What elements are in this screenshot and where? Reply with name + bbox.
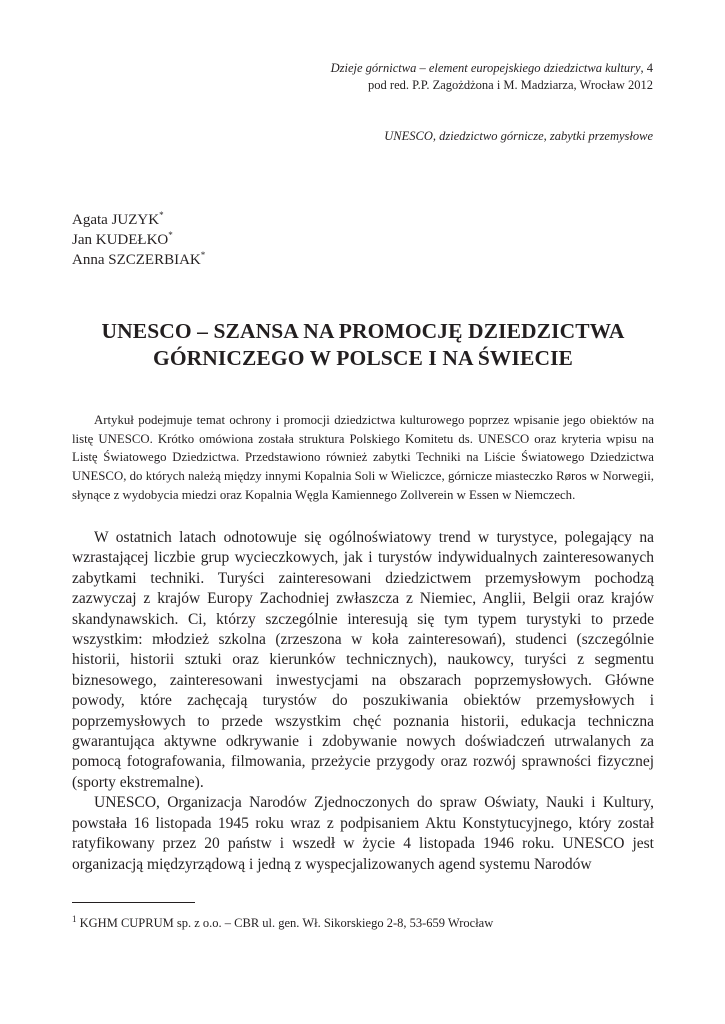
series-title: Dzieje górnictwa – element europejskiego dziedzictwa kultury — [330, 61, 641, 75]
author-mark: * — [159, 210, 164, 220]
body-paragraph: UNESCO, Organizacja Narodów Zjednoczonych do spraw Oświaty, Nauki i Kultury, powstała 16 listopada 1945 roku wraz z podpisaniem Aktu Konstytucyjnego, który został ratyfikowany przez 20 państw i wszedł w życie 4 listopada 1946 roku. UNESCO jest organizacją międzyrządową i jedną z wyspecjalizowanych agend systemu Narodów — [72, 794, 654, 873]
footnote-text: KGHM CUPRUM sp. z o.o. – CBR ul. gen. Wł. Sikorskiego 2-8, 53-659 Wrocław — [79, 916, 494, 931]
title-line-2: GÓRNICZEGO W POLSCE I NA ŚWIECIE — [153, 346, 573, 370]
author-name: Agata JUZYK — [72, 212, 160, 228]
author — [72, 250, 205, 270]
author-name: Anna SZCZERBIAK — [72, 252, 201, 268]
footnote — [72, 911, 654, 931]
author-list — [72, 210, 205, 270]
author-mark: * — [168, 230, 173, 240]
author-mark: * — [200, 250, 206, 260]
author — [72, 210, 205, 230]
running-header — [93, 60, 653, 94]
body-text — [72, 528, 654, 875]
body-paragraph: W ostatnich latach odnotowuje się ogólnoświatowy trend w turystyce, polegający na wzrastającej liczbie grup wycieczkowych, jak i turystów indywidualnych zainteresowanych zabytkami techniki. Turyści zainteresowani dziedzictwem przemysłowym pochodzą zazwyczaj z krajów Europy Zachodniej zwłaszcza z Niemiec, Anglii, Belgii oraz krajów skandynawskich. Ci, którzy szczególnie interesują się tym typem turystyki to przede wszystkim: młodzież szkolna (zrzeszona w koła zainteresowań), studenci (szczególnie historii, historii sztuki oraz kierunków technicznych), naukowcy, turyści z segmentu biznesowego, zainteresowani inwestycjami na obszarach poprzemysłowych. Główne powody, które zachęcają turystów do poszukiwania obiektów przemysłowych i poprzemysłowych to przede wszystkim chęć poznania historii, edukacja techniczna gwarantująca aktywne odkrywanie i zdobywanie nowych doświadczeń utrwalanych za pomocą fotografowania, filmowania, przeżycie przygody oraz rozwój sprawności fizycznej (sporty ekstremalne). — [72, 529, 654, 791]
author-name: Jan KUDEŁKO — [72, 232, 169, 248]
footnote-number: 1 — [72, 914, 77, 924]
volume-number: , 4 — [640, 61, 653, 75]
paper-title — [72, 318, 654, 372]
series-line — [93, 60, 653, 77]
title-line-1: UNESCO – SZANSA NA PROMOCJĘ DZIEDZICTWA — [101, 319, 625, 343]
abstract: Artykuł podejmuje temat ochrony i promocji dziedzictwa kulturowego poprzez wpisanie jego obiektów na listę UNESCO. Krótko omówiona została struktura Polskiego Komitetu ds. UNESCO oraz kryteria wpisu na Listę Światowego Dziedzictwa. Przedstawiono również zabytki Techniki na Liście Światowego Dziedzictwa UNESCO, do których należą między innymi Kopalnia Soli w Wieliczce, górnicze miasteczko Røros w Norwegii, słynące z wydobycia miedzi oraz Kopalnia Węgla Kamiennego Zollverein w Essen w Niemczech. — [72, 413, 654, 502]
footnote-divider — [72, 902, 195, 903]
keywords: UNESCO, dziedzictwo górnicze, zabytki przemysłowe — [384, 129, 653, 143]
author — [72, 230, 205, 250]
editors-line: pod red. P.P. Zagożdżona i M. Madziarza, Wrocław 2012 — [368, 78, 653, 92]
